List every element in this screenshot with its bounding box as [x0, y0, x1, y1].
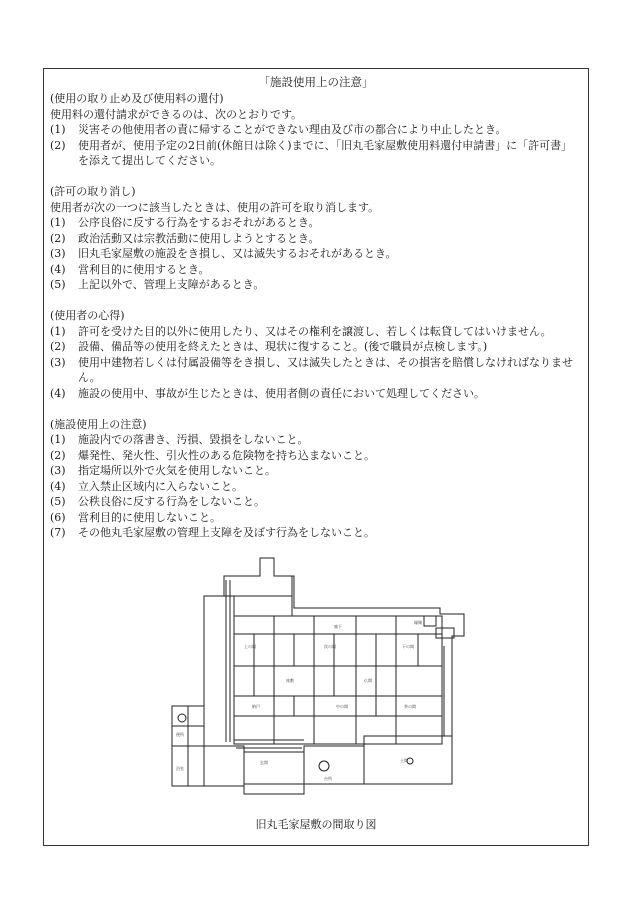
section-item-list	[50, 215, 582, 293]
list-item-number: (3)	[50, 355, 66, 369]
list-item-number: (1)	[50, 123, 66, 136]
list-item-number: (4)	[50, 479, 66, 493]
section-item-list	[50, 324, 582, 402]
list-item-text: 営利目的に使用するとき。	[78, 262, 210, 276]
svg-text:納戸: 納戸	[252, 704, 260, 709]
list-item	[50, 448, 582, 464]
list-item-text: 使用中建物若しくは付属設備等をき損し、又は滅失したときは、その損害を賠償しなければなりません。	[78, 355, 573, 384]
list-item-number: (4)	[50, 386, 66, 400]
section-gap	[50, 169, 582, 185]
section-item-list	[50, 122, 582, 169]
list-item	[50, 525, 582, 541]
list-item-text: 指定場所以外で火気を使用しないこと。	[78, 464, 276, 477]
list-item-number: (4)	[50, 262, 66, 276]
section-heading: (許可の取り消し)	[50, 185, 136, 198]
svg-text:仏間: 仏間	[364, 678, 372, 683]
list-item-number: (3)	[50, 464, 66, 477]
list-item	[50, 138, 582, 169]
list-item	[50, 231, 582, 247]
document-title: 「施設使用上の注意」	[258, 75, 374, 89]
section-heading: (施設使用上の注意)	[50, 417, 147, 431]
list-item	[50, 463, 582, 479]
list-item-text: 許可を受けた目的以外に使用したり、又はその権利を譲渡し、若しくは転貸してはいけません。	[78, 324, 552, 338]
list-item-text: 上記以外で、管理上支障があるとき。	[78, 278, 265, 291]
svg-text:玄関: 玄関	[260, 760, 268, 765]
svg-text:中の間: 中の間	[336, 704, 348, 709]
section-intro: 使用者が次の一つに該当したときは、使用の許可を取り消します。	[50, 200, 380, 214]
floor-plan-drawing	[164, 556, 470, 810]
svg-text:台所: 台所	[324, 776, 332, 781]
list-item-text: 公序良俗に反する行為をするおそれがあるとき。	[78, 216, 320, 229]
svg-text:土間: 土間	[400, 758, 408, 763]
list-item	[50, 510, 582, 526]
list-item-text: 爆発性、発火性、引火性のある危険物を持ち込まないこと。	[78, 448, 375, 462]
list-item-text: 旧丸毛家屋敷の施設をき損し、又は滅失するおそれがあるとき。	[78, 247, 397, 260]
list-item	[50, 277, 582, 293]
floor-plan-image	[164, 556, 470, 810]
list-item-text: その他丸毛家屋敷の管理上支障を及ぼす行為をしないこと。	[78, 526, 375, 539]
list-item-number: (7)	[50, 526, 66, 539]
list-item	[50, 355, 582, 386]
svg-text:茶の間: 茶の間	[404, 704, 416, 709]
list-item-number: (3)	[50, 247, 66, 260]
svg-text:縁側: 縁側	[414, 620, 422, 625]
list-item	[50, 324, 582, 340]
section-gap	[50, 401, 582, 417]
list-item-number: (2)	[50, 138, 66, 152]
list-item-text: 設備、備品等の使用を終えたときは、現状に復すること。(後で職員が点検します。)	[78, 340, 488, 353]
svg-text:下の間: 下の間	[402, 644, 414, 649]
list-item-number: (6)	[50, 510, 66, 524]
list-item-number: (1)	[50, 216, 66, 229]
section-heading: (使用者の心得)	[50, 309, 125, 322]
section-item-list	[50, 432, 582, 541]
list-item-number: (1)	[50, 433, 66, 446]
list-item-number: (5)	[50, 495, 66, 508]
list-item-text: 使用者が、使用予定の2日前(休館日は除く)までに、「旧丸毛家屋敷使用料還付申請書」に「許可書」を添えて提出してください。	[78, 138, 573, 167]
list-item	[50, 386, 582, 402]
list-item	[50, 262, 582, 278]
list-item-number: (5)	[50, 278, 66, 291]
svg-text:上の間: 上の間	[244, 644, 256, 649]
list-item-number: (2)	[50, 231, 66, 245]
list-item	[50, 494, 582, 510]
list-item-text: 政治活動又は宗教活動に使用しようとするとき。	[78, 231, 320, 245]
section-gap	[50, 293, 582, 309]
section-intro: 使用料の還付請求ができるのは、次のとおりです。	[50, 107, 303, 121]
section-heading: (使用の取り止め及び使用料の還付)	[50, 92, 224, 105]
list-item	[50, 122, 582, 138]
list-item-text: 公秩良俗に反する行為をしないこと。	[78, 495, 265, 508]
list-item	[50, 215, 582, 231]
svg-text:次の間: 次の間	[324, 644, 336, 649]
list-item-text: 施設内での落書き、汚損、毀損をしないこと。	[78, 433, 309, 446]
list-item	[50, 479, 582, 495]
svg-text:浴室: 浴室	[176, 766, 184, 771]
list-item	[50, 432, 582, 448]
list-item-text: 立入禁止区域内に入らないこと。	[78, 479, 243, 493]
svg-text:座敷: 座敷	[286, 678, 294, 683]
svg-text:廊下: 廊下	[334, 624, 342, 629]
list-item-number: (1)	[50, 324, 66, 338]
list-item-text: 施設の使用中、事故が生じたときは、使用者側の責任において処理してください。	[78, 386, 485, 400]
svg-text:便所: 便所	[176, 732, 184, 737]
list-item-number: (2)	[50, 448, 66, 462]
list-item-text: 災害その他使用者の責に帰することができない理由及び市の都合により中止したとき。	[78, 123, 507, 136]
list-item	[50, 339, 582, 355]
list-item-text: 営利目的に使用しないこと。	[78, 510, 221, 524]
list-item	[50, 246, 582, 262]
floor-plan-caption: 旧丸毛家屋敷の間取り図	[255, 818, 377, 831]
list-item-number: (2)	[50, 340, 66, 353]
document-body	[50, 91, 582, 541]
